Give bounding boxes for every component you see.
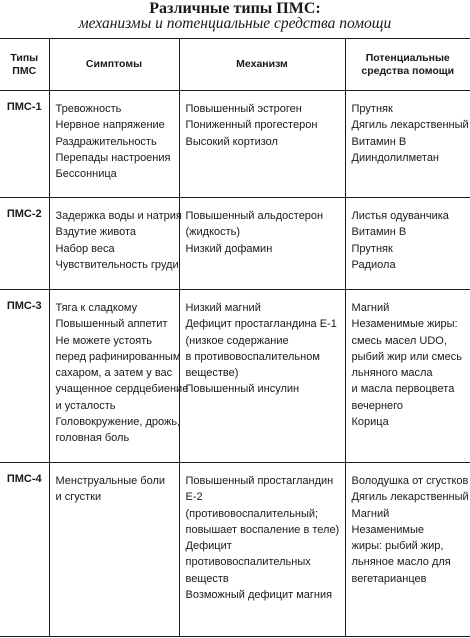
symptoms-line: Не можете устоять [55, 334, 153, 347]
remedies-line: льняное масло для [351, 556, 451, 569]
mechanism-line: противовоспалительных [185, 556, 311, 569]
remedies-line: Прутняк [351, 242, 393, 255]
symptoms-line: Нервное напряжение [55, 119, 165, 132]
mechanism-cell [179, 463, 345, 637]
mechanism-line: (низкое содержание [185, 334, 289, 347]
symptoms-line: Набор веса [55, 242, 115, 255]
header-type-label: Типы ПМС [10, 52, 39, 77]
pms-type-cell: ПМС-4 [0, 463, 49, 637]
remedies-line: Корица [351, 416, 389, 429]
pms-type-cell: ПМС-3 [0, 290, 49, 463]
remedies-line: Магний [351, 302, 390, 314]
remedies-line: вегетарианцев [351, 572, 427, 585]
mechanism-line: Повышенный эстроген [185, 103, 302, 115]
remedies-line: вечернего [351, 399, 404, 412]
mechanism-line: Е-2 [185, 491, 203, 504]
header-symptoms [49, 39, 179, 91]
remedies-line: смесь масел UDO, [351, 334, 447, 347]
pms-types-table [0, 38, 470, 637]
symptoms-line: перед рафинированным [55, 350, 181, 363]
remedies-line: Листья одуванчика [351, 210, 449, 222]
symptoms-line: Задержка воды и натрия [55, 210, 182, 222]
symptoms-line: учащенное сердцебиение [55, 383, 189, 396]
mechanism-line: Высокий кортизол [185, 135, 278, 148]
symptoms-cell [49, 91, 179, 198]
mechanism-cell [179, 91, 345, 198]
table-row [0, 198, 470, 290]
mechanism-line: веществ [185, 572, 229, 585]
symptoms-cell [49, 198, 182, 290]
header-mechanism-label: Механизм [236, 58, 288, 71]
mechanism-cell [179, 290, 345, 463]
symptoms-line: сахаром, а затем у вас [55, 367, 173, 380]
remedies-cell [345, 463, 470, 637]
mechanism-line: Повышенный альдостерон [185, 210, 324, 222]
remedies-line: рыбий жир или смесь [351, 350, 463, 363]
symptoms-line: Чувствительность груди [55, 258, 179, 271]
mechanism-line: Дефицит простагландина Е-1 [185, 318, 337, 331]
symptoms-line: Тревожность [55, 103, 122, 115]
mechanism-line: Дефицит [185, 540, 232, 553]
symptoms-line: Вздутие живота [55, 226, 137, 239]
mechanism-line: (противовоспалительный; [185, 507, 319, 520]
mechanism-line: Повышенный инсулин [185, 383, 300, 396]
symptoms-line: Тяга к сладкому [55, 302, 138, 314]
remedies-line: Радиола [351, 258, 396, 271]
mechanism-line: Низкий магний [185, 302, 261, 314]
symptoms-line: и усталость [55, 399, 116, 412]
mechanism-line: Пониженный прогестерон [185, 119, 318, 132]
header-remedies [345, 39, 470, 91]
mechanism-line: повышает воспаление в теле) [185, 523, 340, 536]
symptoms-line: головная боль [55, 432, 130, 445]
remedies-line: Володушка от сгустков [351, 475, 469, 487]
remedies-line: жиры: рыбий жир, [351, 540, 444, 553]
page-title: Различные типы ПМС: [149, 0, 321, 17]
page-subtitle: механизмы и потенциальные средства помощи [78, 15, 392, 32]
mechanism-cell [179, 198, 345, 290]
remedies-cell [345, 91, 470, 198]
symptoms-cell [49, 463, 179, 637]
remedies-line: Прутняк [351, 103, 393, 115]
mechanism-line: (жидкость) [185, 226, 241, 239]
remedies-line: Витамин В [351, 226, 407, 239]
table-row [0, 463, 470, 637]
remedies-line: Магний [351, 507, 390, 520]
mechanism-line: Возможный дефицит магния [185, 589, 333, 602]
remedies-line: льняного масла [351, 367, 433, 380]
symptoms-cell [49, 290, 189, 463]
header-type [0, 39, 49, 91]
symptoms-line: Раздражительность [55, 135, 157, 148]
header-mechanism [179, 39, 345, 91]
table-row [0, 290, 470, 463]
remedies-line: Дииндолилметан [351, 151, 440, 164]
table-row [0, 91, 470, 198]
remedies-line: Незаменимые жиры: [351, 318, 458, 331]
remedies-line: Дягиль лекарственный [351, 491, 469, 504]
symptoms-line: Менструальные боли [55, 475, 166, 487]
remedies-cell [345, 290, 470, 463]
symptoms-line: и сгустки [55, 491, 102, 504]
header-remedies-label: Потенциальные средства помощи [361, 52, 455, 77]
symptoms-line: Повышенный аппетит [55, 318, 168, 331]
symptoms-line: Перепады настроения [55, 151, 171, 164]
mechanism-line: в противовоспалительном [185, 350, 320, 363]
mechanism-line: Низкий дофамин [185, 242, 273, 255]
mechanism-line: Повышенный простагландин [185, 475, 334, 487]
table-header-row [0, 39, 470, 91]
symptoms-line: Бессонница [55, 168, 117, 181]
pms-type-cell: ПМС-2 [0, 198, 49, 290]
header-symptoms-label: Симптомы [85, 58, 143, 71]
symptoms-line: Головокружение, дрожь, [55, 416, 181, 429]
remedies-cell [345, 198, 470, 290]
remedies-line: Незаменимые [351, 523, 424, 536]
pms-type-cell: ПМС-1 [0, 91, 49, 198]
remedies-line: Дягиль лекарственный [351, 119, 469, 132]
remedies-line: и масла первоцвета [351, 383, 455, 396]
remedies-line: Витамин В [351, 135, 407, 148]
mechanism-line: веществе) [185, 367, 239, 380]
